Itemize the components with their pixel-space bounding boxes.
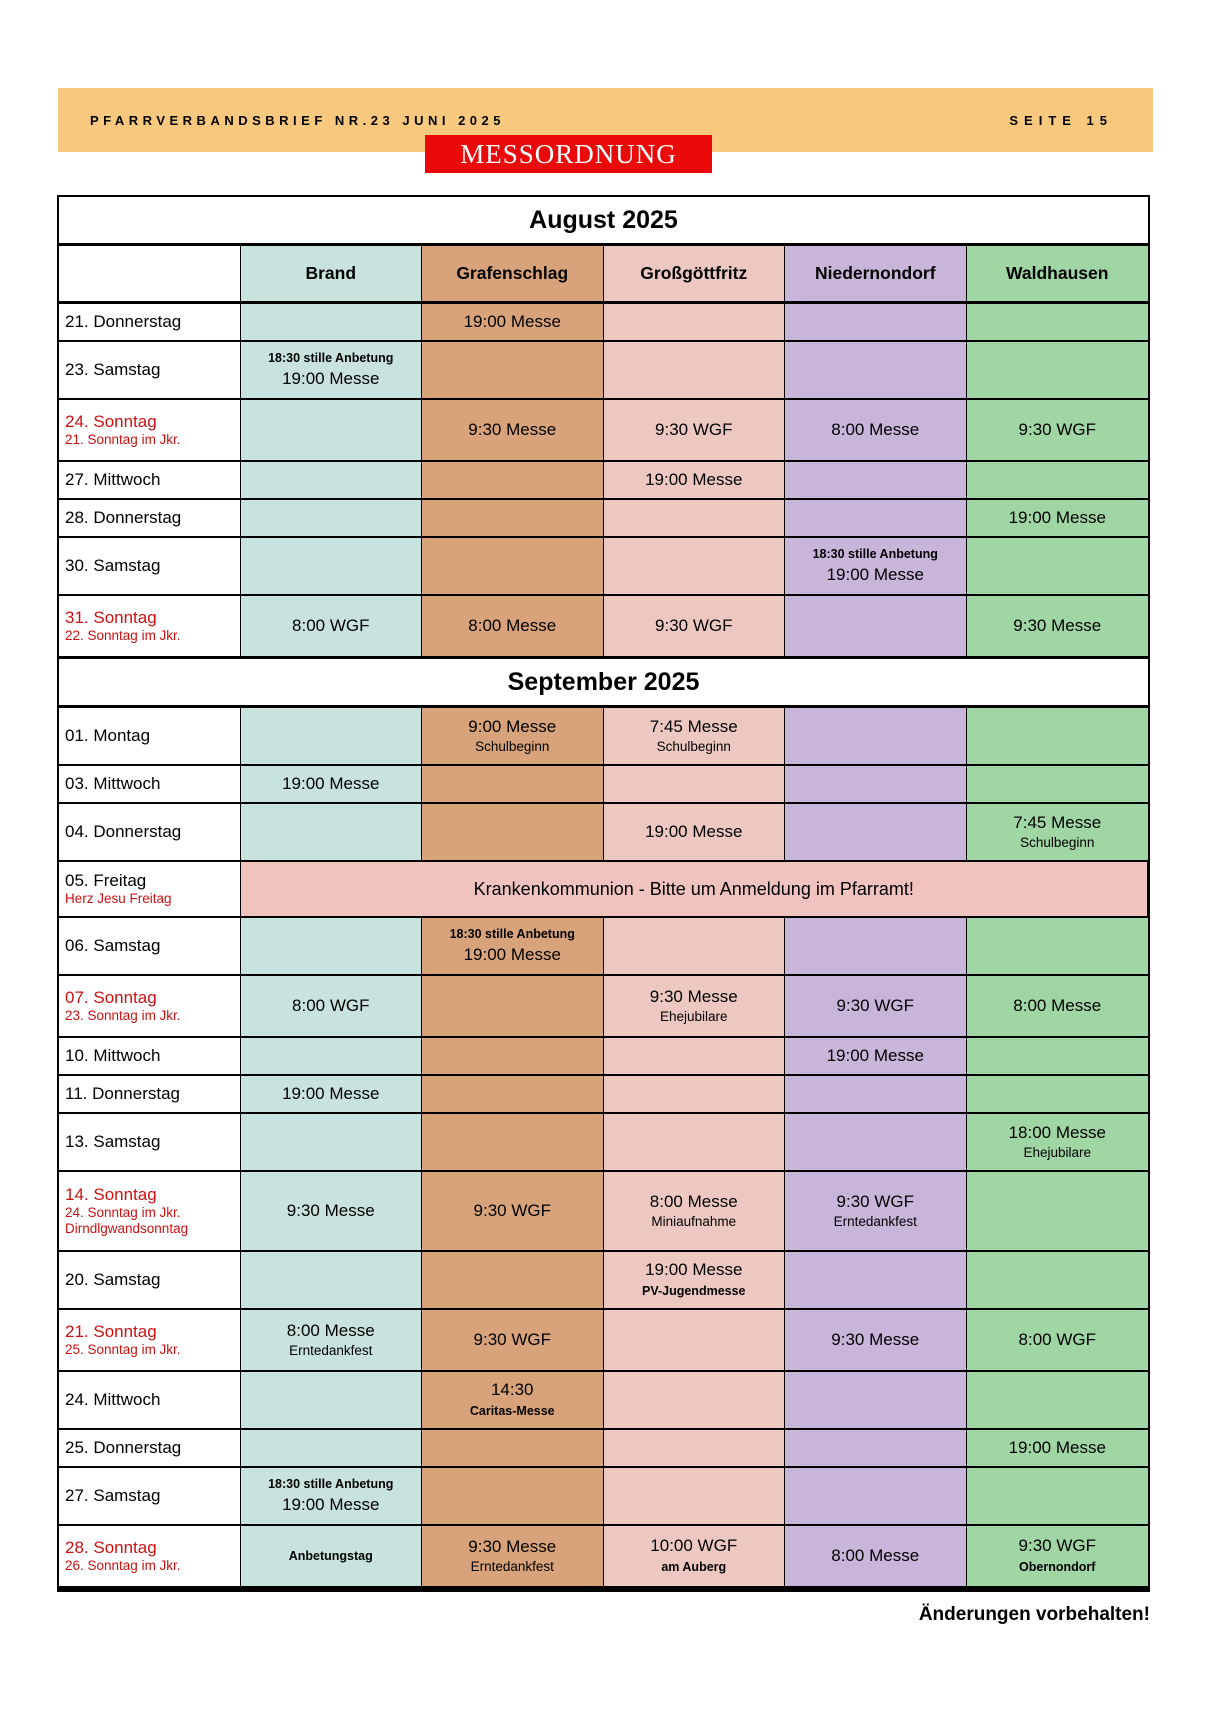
day-label: 21. Sonntag [65,1321,157,1341]
cell-text: 8:00 Messe [831,419,920,439]
cell-text: 8:00 Messe [649,1192,738,1212]
schedule-cell-grafenschlag [422,1038,604,1076]
schedule-cell-brand [241,918,423,976]
section-title: MESSORDNUNG [460,138,677,169]
schedule-cell-niedernondorf [785,1076,967,1114]
schedule-cell-grafenschlag [422,1114,604,1172]
schedule-cell-grossgoettfritz [604,918,786,976]
schedule-cell-niedernondorf [785,976,967,1038]
cell-text: 8:00 Messe [831,1545,920,1565]
cell-text: 18:30 stille Anbetung [268,351,394,366]
footer-note: Änderungen vorbehalten! [918,1604,1150,1625]
schedule-cell-brand [241,976,423,1038]
schedule-cell-brand [241,1310,423,1372]
cell-text: Ehejubilare [659,1009,728,1025]
schedule-cell-waldhausen [967,1468,1149,1526]
schedule-cell-grossgoettfritz [604,462,786,500]
cell-text: 9:30 Messe [286,1200,375,1220]
day-label: 10. Mittwoch [65,1045,161,1065]
schedule-cell-brand [241,1526,423,1588]
cell-text: 9:30 WGF [473,1329,551,1349]
column-header-label: Grafenschlag [456,263,569,283]
schedule-cell-grossgoettfritz [604,342,786,400]
schedule-cell-waldhausen [967,538,1149,596]
schedule-cell-grafenschlag [422,1310,604,1372]
schedule-cell-grossgoettfritz [604,766,786,804]
schedule-cell-brand [241,462,423,500]
schedule-cell-brand [241,596,423,658]
schedule-cell-waldhausen [967,400,1149,462]
schedule-cell-grossgoettfritz [604,1252,786,1310]
cell-text: 7:45 Messe [649,717,738,737]
day-cell [59,1526,241,1588]
day-note: 25. Sonntag im Jkr. [65,1342,181,1358]
schedule-cell-grossgoettfritz [604,1114,786,1172]
day-cell [59,1468,241,1526]
schedule-cell-niedernondorf [785,304,967,342]
day-cell [59,304,241,342]
day-label: 28. Donnerstag [65,507,182,527]
schedule-cell-brand [241,304,423,342]
schedule-cell-niedernondorf [785,1038,967,1076]
cell-text: Caritas-Messe [469,1404,555,1419]
day-label: 20. Samstag [65,1269,161,1289]
schedule-cell-niedernondorf [785,918,967,976]
schedule-cell-niedernondorf [785,1172,967,1252]
column-header-label: Waldhausen [1006,263,1109,283]
schedule-cell-grossgoettfritz [604,1310,786,1372]
schedule-cell-waldhausen [967,462,1149,500]
schedule-cell-brand [241,342,423,400]
cell-text: 19:00 Messe [282,1494,380,1514]
schedule-cell-grafenschlag [422,596,604,658]
schedule-cell-grossgoettfritz [604,1076,786,1114]
schedule-cell-waldhausen [967,1372,1149,1430]
day-cell [59,708,241,766]
cell-text: 9:30 WGF [655,615,733,635]
day-label: 06. Samstag [65,935,161,955]
schedule-cell-niedernondorf [785,1310,967,1372]
schedule-cell-waldhausen [967,1172,1149,1252]
announcement-cell [241,862,1149,918]
day-cell [59,1430,241,1468]
schedule-cell-grossgoettfritz [604,1372,786,1430]
cell-text: 19:00 Messe [826,1045,924,1065]
schedule-cell-grafenschlag [422,500,604,538]
schedule-cell-brand [241,1468,423,1526]
day-cell [59,804,241,862]
schedule-cell-grossgoettfritz [604,1172,786,1252]
schedule-cell-niedernondorf [785,766,967,804]
day-label: 05. Freitag [65,870,147,890]
cell-text: Schulbeginn [1020,835,1095,851]
schedule-cell-waldhausen [967,1252,1149,1310]
schedule-cell-grafenschlag [422,708,604,766]
cell-text: 9:30 Messe [468,1537,557,1557]
column-header-waldhausen [967,246,1149,304]
cell-text: 9:30 WGF [473,1200,551,1220]
schedule-cell-niedernondorf [785,1468,967,1526]
day-label: 13. Samstag [65,1131,161,1151]
day-label: 24. Sonntag [65,411,157,431]
schedule-cell-grossgoettfritz [604,976,786,1038]
cell-text: Schulbeginn [656,739,731,755]
cell-text: 19:00 Messe [645,1260,743,1280]
schedule-cell-grafenschlag [422,1372,604,1430]
announcement-text: Krankenkommunion - Bitte um Anmeldung im Pfarramt! [473,878,914,899]
day-cell [59,1114,241,1172]
day-label: 30. Samstag [65,555,161,575]
day-note: 26. Sonntag im Jkr. [65,1558,181,1574]
column-header-label: Niedernondorf [814,263,936,283]
cell-text: 19:00 Messe [282,1083,380,1103]
cell-text: 9:30 WGF [836,995,914,1015]
schedule-cell-brand [241,1038,423,1076]
day-cell [59,400,241,462]
cell-text: 9:00 Messe [468,717,557,737]
cell-text: 9:30 WGF [1018,419,1096,439]
cell-text: 9:30 WGF [1018,1536,1096,1556]
cell-text: Ehejubilare [1023,1145,1092,1161]
cell-text: 8:00 Messe [468,615,557,635]
page-number: SEITE 15 [1009,112,1113,128]
day-label: 07. Sonntag [65,987,157,1007]
schedule-cell-niedernondorf [785,596,967,658]
schedule-cell-grossgoettfritz [604,538,786,596]
cell-text: 19:00 Messe [645,469,743,489]
schedule-cell-brand [241,1076,423,1114]
month-title: September 2025 [59,658,1148,708]
column-header-label: Brand [305,263,357,283]
column-header-brand [241,246,423,304]
cell-text: 9:30 WGF [836,1192,914,1212]
schedule-cell-brand [241,766,423,804]
schedule-cell-niedernondorf [785,1114,967,1172]
cell-text: Schulbeginn [475,739,550,755]
schedule-cell-grafenschlag [422,1526,604,1588]
schedule-cell-niedernondorf [785,1372,967,1430]
day-label: 27. Samstag [65,1485,161,1505]
schedule-cell-grafenschlag [422,766,604,804]
day-cell [59,976,241,1038]
schedule-cell-brand [241,1430,423,1468]
cell-text: Miniaufnahme [651,1214,737,1230]
schedule-cell-brand [241,1114,423,1172]
day-cell [59,1310,241,1372]
day-note: 21. Sonntag im Jkr. [65,432,181,448]
schedule-cell-grafenschlag [422,400,604,462]
day-label: 01. Montag [65,725,151,745]
day-label: 25. Donnerstag [65,1437,182,1457]
schedule-cell-grossgoettfritz [604,1526,786,1588]
schedule-cell-grafenschlag [422,976,604,1038]
cell-text: 9:30 Messe [649,987,738,1007]
schedule-cell-niedernondorf [785,462,967,500]
schedule-cell-niedernondorf [785,400,967,462]
day-cell [59,462,241,500]
schedule-cell-waldhausen [967,708,1149,766]
schedule-cell-brand [241,1172,423,1252]
day-cell [59,500,241,538]
cell-text: 9:30 Messe [1013,615,1102,635]
cell-text: 8:00 Messe [286,1321,375,1341]
cell-text: 18:30 stille Anbetung [812,547,938,562]
cell-text: 19:00 Messe [282,368,380,388]
schedule-cell-brand [241,1372,423,1430]
cell-text: 9:30 WGF [655,419,733,439]
schedule-cell-grafenschlag [422,1076,604,1114]
cell-text: 10:00 WGF [650,1536,738,1556]
day-label: 24. Mittwoch [65,1389,161,1409]
day-label: 27. Mittwoch [65,469,161,489]
schedule-cell-grafenschlag [422,804,604,862]
schedule-cell-waldhausen [967,596,1149,658]
schedule-cell-waldhausen [967,1310,1149,1372]
day-label: 28. Sonntag [65,1537,157,1557]
schedule-cell-grafenschlag [422,1172,604,1252]
column-header-grossgoettfritz [604,246,786,304]
day-cell [59,918,241,976]
schedule-cell-niedernondorf [785,342,967,400]
schedule-cell-waldhausen [967,1114,1149,1172]
schedule-cell-niedernondorf [785,1430,967,1468]
schedule-cell-grafenschlag [422,342,604,400]
day-cell [59,1172,241,1252]
day-label: 23. Samstag [65,359,161,379]
schedule-cell-waldhausen [967,1076,1149,1114]
schedule-cell-grossgoettfritz [604,1430,786,1468]
day-label: 31. Sonntag [65,607,157,627]
day-label: 04. Donnerstag [65,821,182,841]
cell-text: 18:30 stille Anbetung [268,1477,394,1492]
cell-text: 18:00 Messe [1008,1123,1106,1143]
day-cell [59,1372,241,1430]
schedule-cell-niedernondorf [785,708,967,766]
schedule-cell-niedernondorf [785,538,967,596]
schedule-cell-grafenschlag [422,1468,604,1526]
day-cell [59,766,241,804]
day-note: 23. Sonntag im Jkr. [65,1008,181,1024]
day-cell [59,342,241,400]
day-label: 14. Sonntag [65,1184,157,1204]
schedule-cell-brand [241,538,423,596]
day-cell [59,862,241,918]
schedule-cell-waldhausen [967,342,1149,400]
day-note: 24. Sonntag im Jkr. [65,1205,181,1221]
cell-text: PV-Jugendmesse [641,1284,746,1299]
cell-text: Erntedankfest [289,1343,373,1359]
schedule-cell-waldhausen [967,1526,1149,1588]
schedule-cell-grossgoettfritz [604,304,786,342]
schedule-cell-waldhausen [967,766,1149,804]
schedule-cell-grossgoettfritz [604,708,786,766]
schedule-cell-grafenschlag [422,304,604,342]
schedule-cell-waldhausen [967,976,1149,1038]
cell-text: 14:30 [490,1380,534,1400]
day-label: 11. Donnerstag [65,1083,180,1103]
cell-text: 9:30 Messe [468,419,557,439]
day-cell [59,596,241,658]
day-label: 21. Donnerstag [65,311,182,331]
schedule-cell-grafenschlag [422,918,604,976]
schedule-cell-waldhausen [967,1430,1149,1468]
column-header-grafenschlag [422,246,604,304]
cell-text: 19:00 Messe [645,821,743,841]
cell-text: Erntedankfest [470,1559,554,1575]
schedule-cell-grafenschlag [422,1252,604,1310]
schedule-cell-grafenschlag [422,1430,604,1468]
cell-text: am Auberg [661,1560,727,1575]
schedule-cell-waldhausen [967,500,1149,538]
cell-text: 7:45 Messe [1013,813,1102,833]
schedule-cell-waldhausen [967,1038,1149,1076]
day-note: 22. Sonntag im Jkr. [65,628,181,644]
schedule-cell-brand [241,708,423,766]
schedule-cell-grossgoettfritz [604,400,786,462]
schedule-cell-niedernondorf [785,1526,967,1588]
cell-text: Anbetungstag [288,1548,373,1563]
cell-text: 8:00 Messe [1013,995,1102,1015]
cell-text: 8:00 WGF [292,995,370,1015]
cell-text: 19:00 Messe [1008,1437,1106,1457]
corner-cell [59,246,241,304]
schedule-cell-grossgoettfritz [604,500,786,538]
cell-text: 18:30 stille Anbetung [449,927,575,942]
schedule-cell-brand [241,400,423,462]
day-note: Dirndlgwandsonntag [65,1221,189,1237]
cell-text: 19:00 Messe [282,773,380,793]
schedule-cell-niedernondorf [785,500,967,538]
mass-schedule-table [57,195,1150,1592]
column-header-label: Großgöttfritz [640,263,748,283]
cell-text: 19:00 Messe [826,564,924,584]
cell-text: 19:00 Messe [463,311,561,331]
schedule-cell-grafenschlag [422,538,604,596]
cell-text: 19:00 Messe [463,944,561,964]
schedule-cell-grossgoettfritz [604,804,786,862]
schedule-cell-waldhausen [967,918,1149,976]
schedule-cell-waldhausen [967,304,1149,342]
newsletter-title: PFARRVERBANDSBRIEF NR.23 JUNI 2025 [90,112,505,128]
cell-text: 8:00 WGF [1018,1329,1096,1349]
day-cell [59,1076,241,1114]
schedule-cell-waldhausen [967,804,1149,862]
month-title: August 2025 [59,197,1148,246]
day-cell [59,1252,241,1310]
cell-text: Erntedankfest [833,1214,917,1230]
schedule-cell-brand [241,804,423,862]
schedule-cell-brand [241,500,423,538]
schedule-cell-grossgoettfritz [604,1468,786,1526]
section-title-box [425,135,712,173]
day-cell [59,538,241,596]
schedule-cell-niedernondorf [785,1252,967,1310]
cell-text: 9:30 Messe [831,1329,920,1349]
day-note: Herz Jesu Freitag [65,891,172,907]
schedule-cell-grossgoettfritz [604,1038,786,1076]
day-cell [59,1038,241,1076]
day-label: 03. Mittwoch [65,773,161,793]
schedule-cell-niedernondorf [785,804,967,862]
schedule-cell-grafenschlag [422,462,604,500]
cell-text: 19:00 Messe [1008,507,1106,527]
column-header-niedernondorf [785,246,967,304]
cell-text: Obernondorf [1019,1560,1096,1575]
schedule-cell-grossgoettfritz [604,596,786,658]
cell-text: 8:00 WGF [292,615,370,635]
schedule-cell-brand [241,1252,423,1310]
